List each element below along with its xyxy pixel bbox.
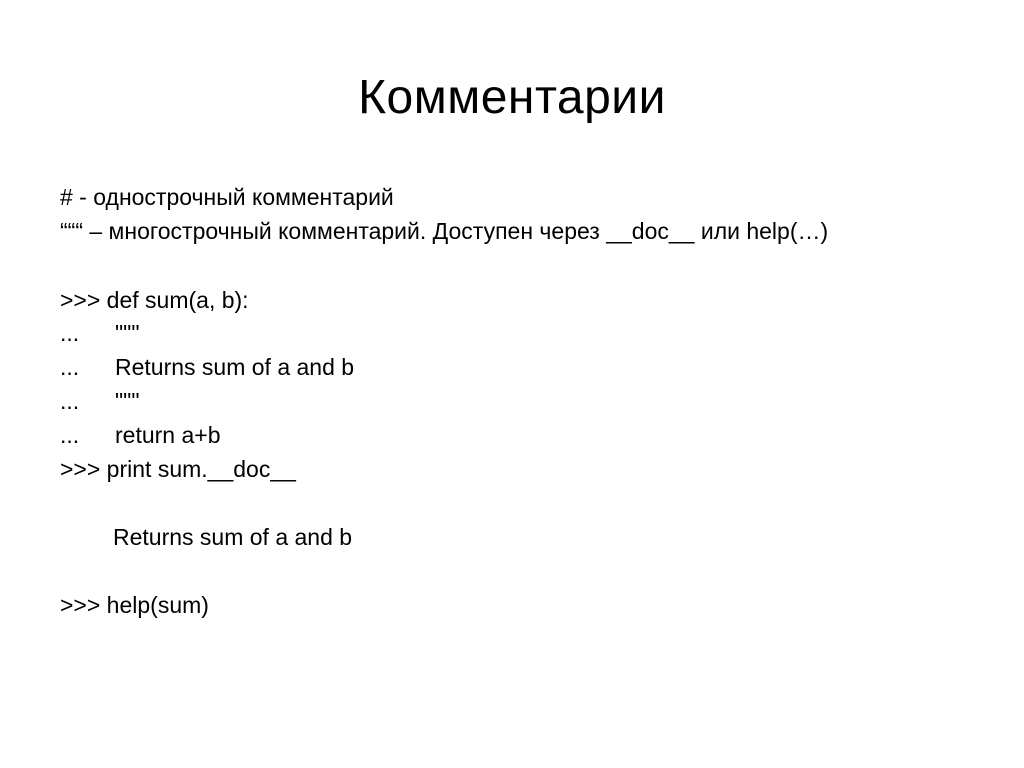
code-docstring-text: Returns sum of a and b (115, 354, 355, 380)
code-help-line: >>> help(sum) (60, 592, 209, 618)
code-return-line: return a+b (115, 422, 221, 448)
single-line-comment-text: # - однострочный комментарий (60, 184, 394, 210)
code-continuation-dots: ... (60, 422, 80, 448)
code-print-line: >>> print sum.__doc__ (60, 456, 296, 482)
code-continuation-dots: ... (60, 354, 80, 380)
code-def-line: >>> def sum(a, b): (60, 287, 249, 313)
code-continuation-dots: ... (60, 320, 80, 346)
code-docstring-open: """ (115, 320, 140, 346)
slide-title: Комментарии (358, 71, 666, 124)
code-continuation-dots: ... (60, 388, 80, 414)
code-docstring-close: """ (115, 388, 140, 414)
code-output-line: Returns sum of a and b (113, 524, 353, 550)
multi-line-comment-text: “““ – многострочный комментарий. Доступен через __doc__ или help(…) (60, 218, 829, 244)
